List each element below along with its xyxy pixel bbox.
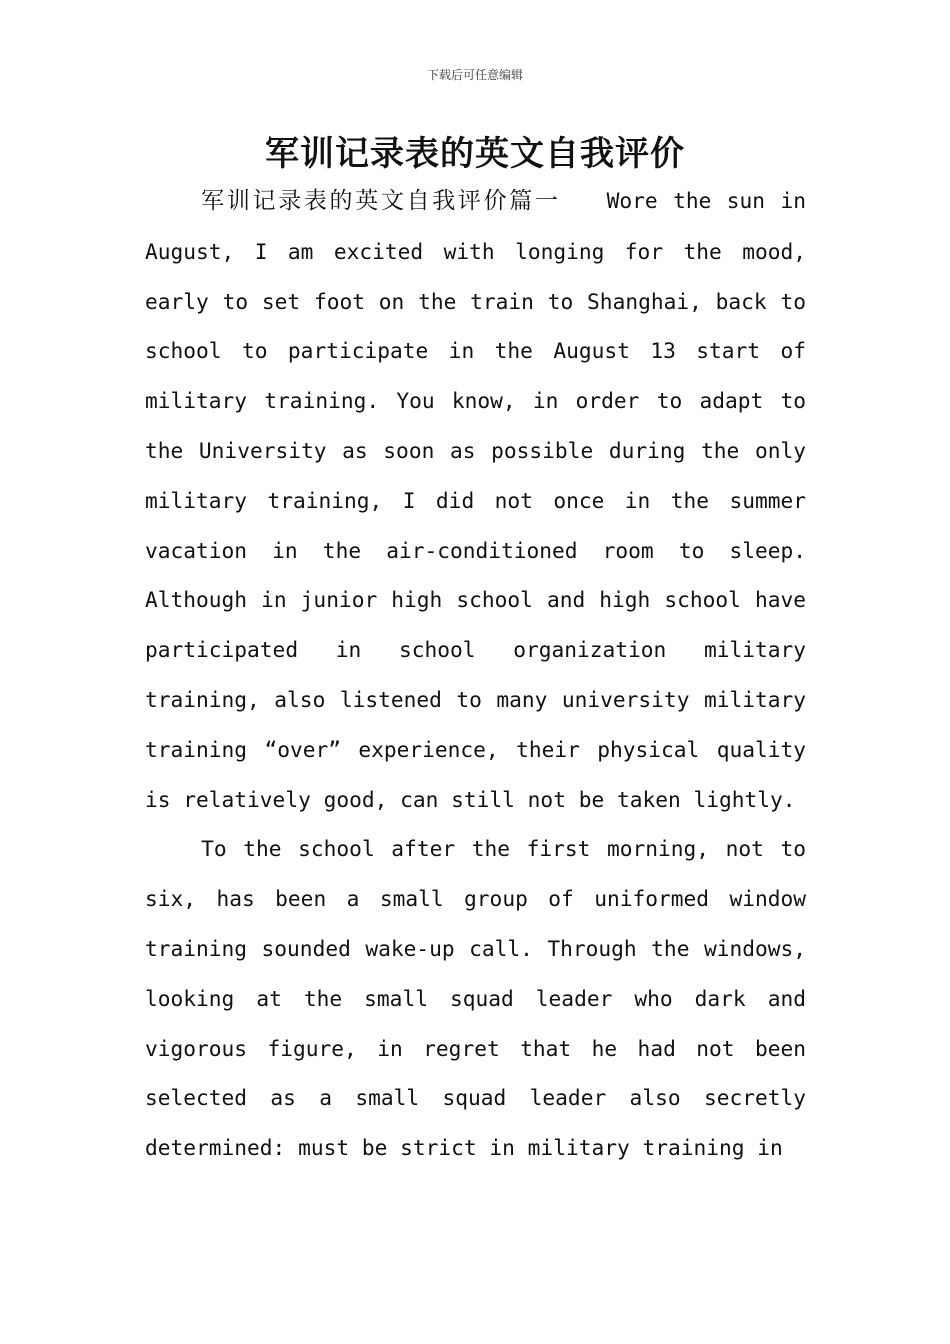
section-heading: 军训记录表的英文自我评价篇一	[201, 188, 561, 214]
paragraph-1-text: Wore the sun in August, I am excited with longing for the mood, early to set foot on the train to Shanghai, back to school to participate in the August 13 start of military training. You know, in order to adapt to the University as soon as possible during the only military training, I did not once in the summer vacation in the air-conditioned room to sleep. Although in junior high school and high school have participated in school organization military training, also listened to many university military training “over” experience, their physical quality is relatively good, can still not be taken lightly.	[145, 188, 807, 812]
paragraph-1	[145, 176, 806, 824]
paragraph-2: To the school after the first morning, not to six, has been a small group of uniformed window training sounded wake-up call. Through the windows, looking at the small squad leader who dark and vigorous figure, in regret that he had not been selected as a small squad leader also secretly determined: must be strict in military training in	[145, 836, 806, 1161]
header-note: 下载后可任意编辑	[426, 68, 523, 82]
document-body	[145, 176, 806, 1173]
document-title: 军训记录表的英文自我评价	[265, 134, 685, 174]
